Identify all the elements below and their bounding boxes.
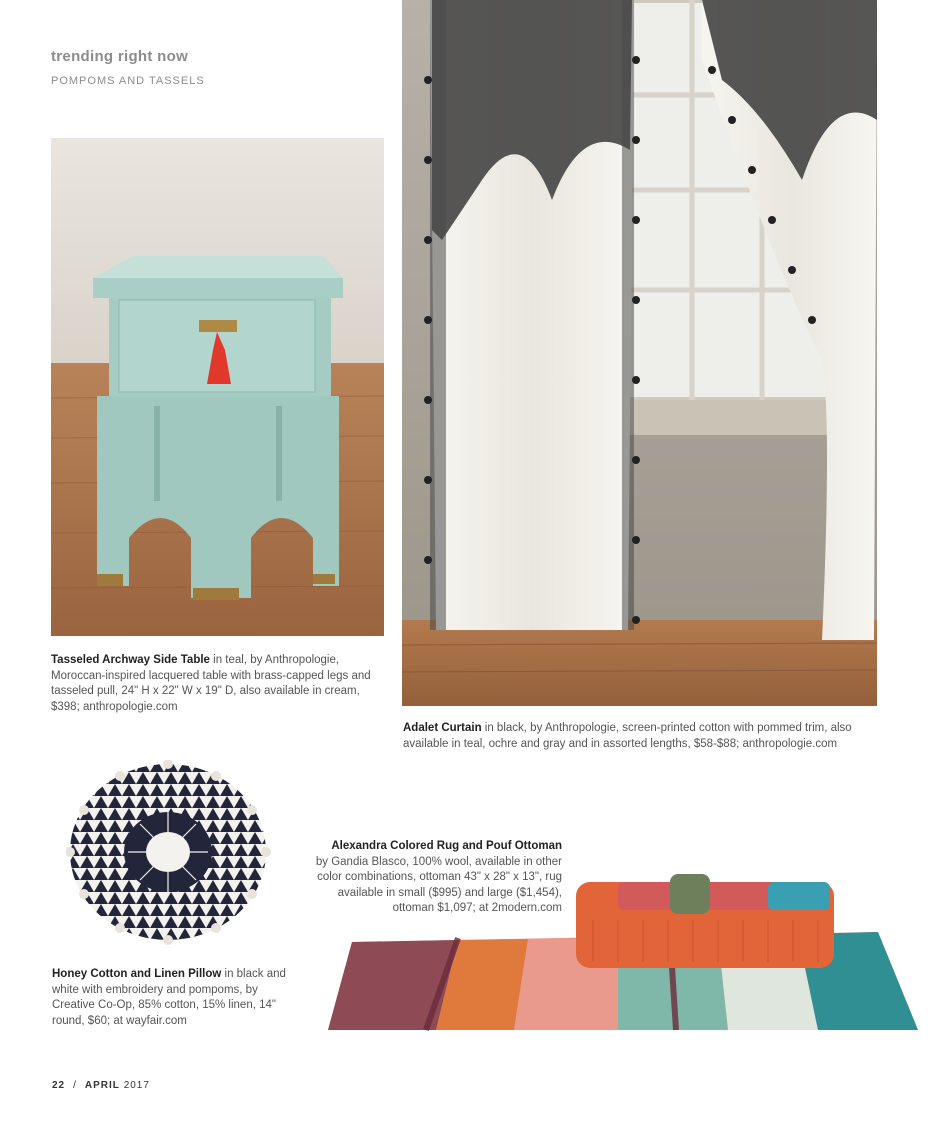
curtain-photo (402, 0, 877, 706)
curtain-caption (403, 721, 883, 752)
pillow-description: in black and white with embroidery and pompoms, by Creative Co-Op, 85% cotton, 15% linen, 14" round, $60; at wayfair.com (52, 968, 286, 1027)
section-subtitle: POMPOMS AND TASSELS (51, 75, 205, 87)
issue-year: 2017 (123, 1080, 150, 1091)
section-title: trending right now (51, 48, 189, 65)
footer-separator: / (73, 1080, 77, 1091)
issue-month: APRIL (84, 1080, 120, 1091)
rug-name: Alexandra Colored Rug and Pouf Ottoman (331, 840, 562, 852)
pillow-caption (52, 967, 298, 1029)
curtain-description: in black, by Anthropologie, screen-printed cotton with pommed trim, also available in teal, ochre and gray and in assorted lengths, $58-$88; anthropologie.com (403, 722, 852, 750)
side-table-description: in teal, by Anthropologie, Moroccan-inspired lacquered table with brass-capped legs and tasseled pull, 24" H x 22" W x 19" D, also available in cream, $398; anthropologie.com (51, 654, 371, 713)
rug-description: by Gandia Blasco, 100% wool, available in other color combinations, ottoman 43" x 28" x 13", rug available in small ($995) and large ($1,454), ottoman $1,097; at 2modern.com (315, 855, 562, 914)
page-number: 22 (52, 1080, 66, 1091)
page-footer (52, 1080, 150, 1091)
side-table-photo (51, 138, 384, 636)
pillow-photo (66, 760, 271, 945)
curtain-name: Adalet Curtain (403, 722, 482, 734)
side-table-name: Tasseled Archway Side Table (51, 654, 210, 666)
rug-caption (300, 839, 562, 917)
pillow-name: Honey Cotton and Linen Pillow (52, 968, 222, 980)
side-table-caption (51, 653, 387, 715)
